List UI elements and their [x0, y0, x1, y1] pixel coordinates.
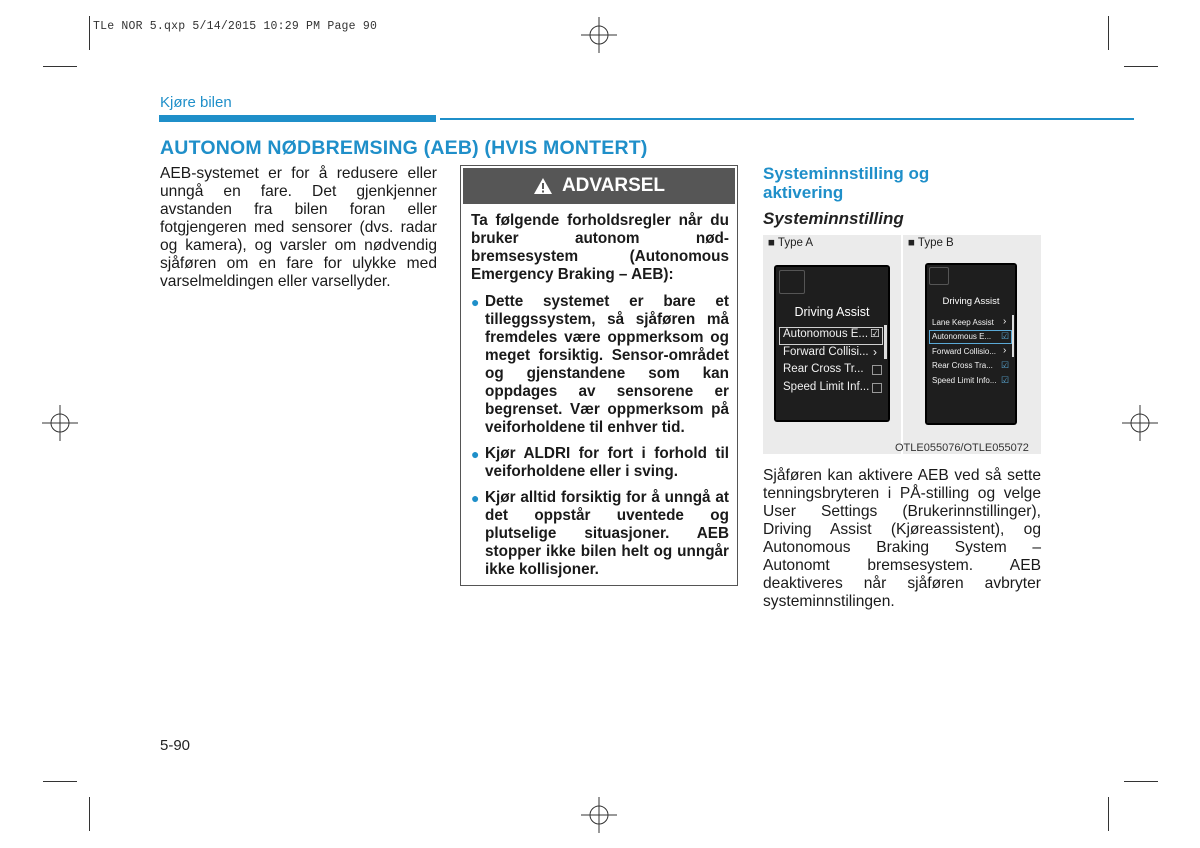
screen-type-a [774, 265, 890, 422]
intro-paragraph: AEB-systemet er for å redusere eller unngå en fare. Det gjenkjenner avstanden fra bilen foran eller fotgjengeren med sensorer (dvs. radar og kamera), og varsler om nødvendig sjåføren om en fare for ulykke med varselmeldingen eller varsellyder. [160, 165, 437, 290]
registration-mark-icon [581, 17, 617, 53]
warning-bullet-text: Dette systemet er bare et tilleggssystem, så sjåføren må fremdeles være oppmerksom og meget forsiktig. Sensor-området og gjenstandene som kan oppdages av sensorene er begrenset. Vær oppmerksom på veiforholdene til enhver tid. [485, 293, 729, 436]
figure-divider [901, 235, 903, 454]
settings-figure [763, 235, 1041, 454]
bullet-icon: ● [471, 446, 480, 462]
scrollbar [884, 325, 887, 359]
type-b-label: ■ Type B [908, 237, 954, 249]
warning-bullet-text: Kjør alltid forsiktig for å unngå at det oppstår uventede og plutselige situasjoner. AEB stopper ikke bilen helt og unngår ikke kollisjoner. [485, 489, 729, 578]
back-icon [929, 267, 949, 285]
section-label: Kjøre bilen [160, 94, 232, 111]
screen-type-b [925, 263, 1017, 425]
warning-bullet [471, 489, 729, 579]
menu-item-speed-limit-info[interactable]: Speed Limit Info... [932, 376, 997, 385]
bullet-icon: ● [471, 294, 480, 310]
menu-item-autonomous-emergency-braking[interactable]: Autonomous E... [783, 328, 869, 340]
print-header: TLe NOR 5.qxp 5/14/2015 10:29 PM Page 90 [93, 20, 378, 33]
warning-bullet [471, 445, 729, 481]
menu-item-autonomous-emergency-braking[interactable]: Autonomous E... [932, 332, 992, 341]
warning-intro: Ta følgende forholdsregler når du bruker autonom nød-bremsesystem (Autonomous Emergency Braking – AEB): [471, 212, 729, 283]
checkbox-checked-icon[interactable]: ☑ [870, 328, 880, 340]
warning-body [471, 212, 729, 587]
chevron-right-icon[interactable]: › [1003, 316, 1007, 327]
bullet-icon: ● [471, 490, 480, 506]
checkbox-checked-icon[interactable]: ☑ [1001, 360, 1010, 370]
registration-mark-icon [581, 797, 617, 833]
checkbox-checked-icon[interactable]: ☑ [1001, 331, 1010, 341]
warning-bullet [471, 293, 729, 437]
section-rule [440, 118, 1134, 120]
subheading: Systeminnstilling og aktivering [763, 164, 930, 202]
warning-bullet-text: Kjør ALDRI for fort i forhold til veiforholdene eller i sving. [485, 445, 729, 480]
menu-item-speed-limit-info[interactable]: Speed Limit Inf... [783, 381, 870, 393]
subsubheading: Systeminnstilling [763, 209, 904, 228]
back-icon [779, 270, 805, 294]
menu-item-forward-collision[interactable]: Forward Collisi... [783, 346, 869, 358]
section-bar [159, 115, 436, 122]
scrollbar [1012, 315, 1014, 357]
figure-code: OTLE055076/OTLE055072 [895, 442, 1029, 454]
chevron-right-icon[interactable]: › [873, 345, 877, 359]
type-a-label: ■ Type A [768, 237, 814, 249]
menu-title: Driving Assist [942, 296, 1000, 307]
menu-item-rear-cross-traffic[interactable]: Rear Cross Tra... [932, 361, 993, 370]
warning-box [460, 165, 738, 586]
warning-triangle-icon [533, 177, 553, 195]
warning-header [463, 168, 735, 204]
checkbox-empty-icon[interactable] [872, 365, 882, 375]
warning-heading: ADVARSEL [561, 175, 666, 196]
chevron-right-icon[interactable]: › [1003, 345, 1007, 356]
registration-mark-icon [42, 405, 78, 441]
activation-paragraph: Sjåføren kan aktivere AEB ved så sette tenningsbryteren i PÅ-stilling og velge User Settings (Brukerinnstillinger), Driving Assist (Kjøreassistent), og Autonomous Braking System – Autonomt bremsesystem. AEB deaktiveres når sjåføren avbryter systeminnstilingen. [763, 467, 1041, 610]
checkbox-empty-icon[interactable] [872, 383, 882, 393]
menu-title: Driving Assist [794, 305, 870, 319]
menu-item-rear-cross-traffic[interactable]: Rear Cross Tr... [783, 363, 864, 375]
checkbox-checked-icon[interactable]: ☑ [1001, 375, 1010, 385]
page-number: 5-90 [160, 737, 191, 754]
menu-item-forward-collision[interactable]: Forward Collisio... [932, 347, 997, 356]
registration-mark-icon [1122, 405, 1158, 441]
page-title: AUTONOM NØDBREMSING (AEB) (HVIS MONTERT) [160, 137, 648, 159]
menu-item-lane-keep-assist[interactable]: Lane Keep Assist [932, 318, 994, 327]
